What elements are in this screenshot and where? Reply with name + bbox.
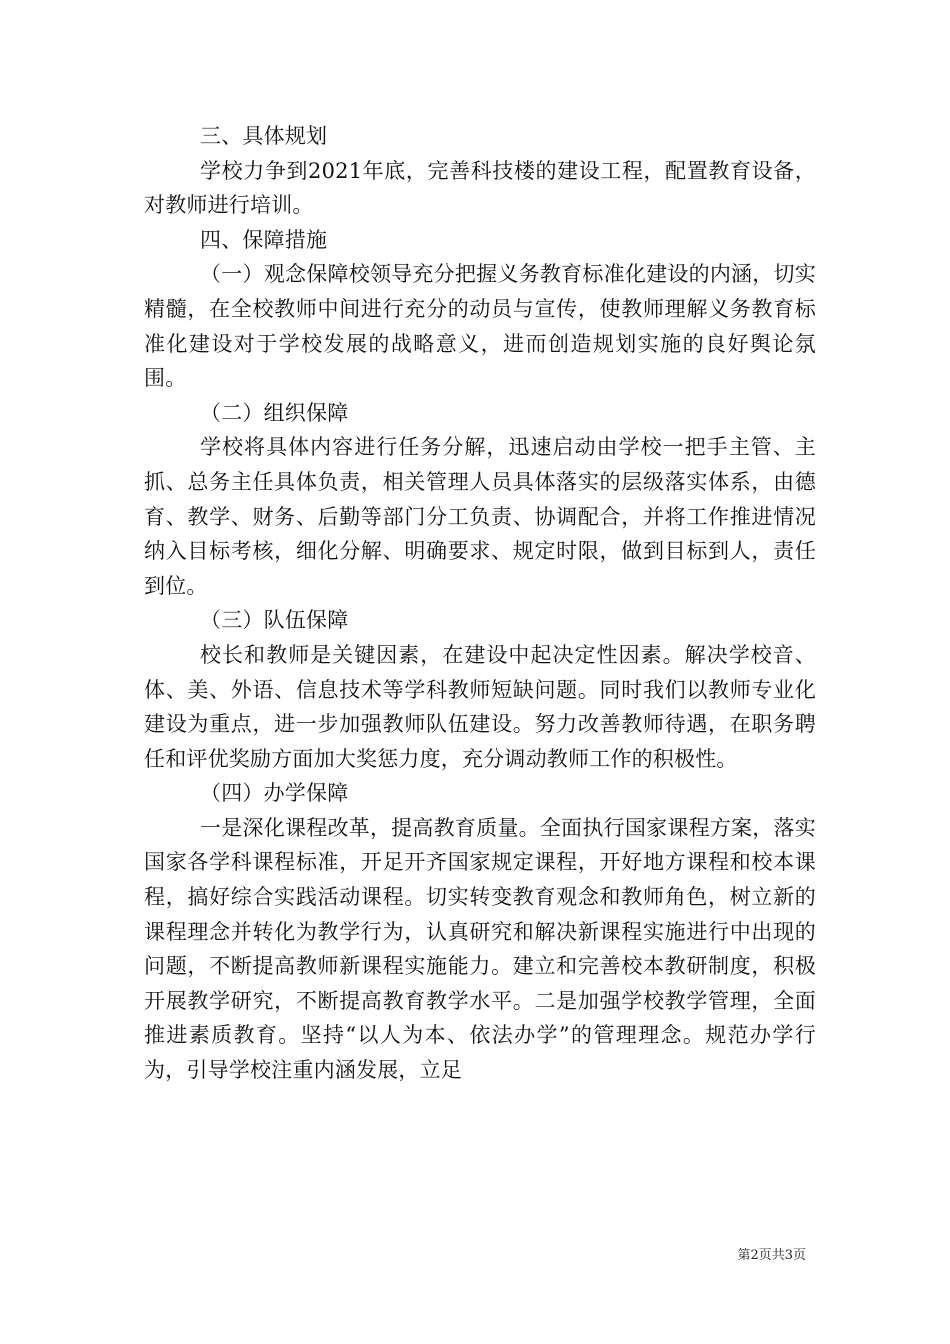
subsection-4-paragraph: 一是深化课程改革，提高教育质量。全面执行国家课程方案，落实国家各学科课程标准，开足开齐国家规定课程，开好地方课程和校本课程，搞好综合实践活动课程。切实转变教育观念和教师角色，树立新的课程理念并转化为教学行为，认真研究和解决新课程实施进行中出现的问题，不断提高教师新课程实施能力。建立和完善校本教研制度，积极开展教学研究，不断提高教育教学水平。二是加强学校教学管理，全面推进素质教育。坚持“以人为本、依法办学”的管理理念。规范办学行为，引导学校注重内涵发展，立足 — [144, 815, 816, 1083]
subsection-2-paragraph: 学校将具体内容进行任务分解，迅速启动由学校一把手主管、主抓、总务主任具体负责，相关管理人员具体落实的层级落实体系，由德育、教学、财务、后勤等部门分工负责、协调配合，并将工作推进情况纳入目标考核，细化分解、明确要求、规定时限，做到目标到人，责任到位。 — [144, 435, 816, 598]
page-number-footer: 第2页共3页 — [737, 1248, 806, 1263]
subsection-3-heading: （三）队伍保障 — [200, 608, 349, 633]
section-4-heading: 四、保障措施 — [200, 227, 328, 252]
subsection-2-heading: （二）组织保障 — [200, 400, 349, 425]
document-body — [144, 119, 816, 1088]
subsection-4-heading: （四）办学保障 — [200, 781, 349, 806]
subsection-3-paragraph: 校长和教师是关键因素，在建设中起决定性因素。解决学校音、体、美、外语、信息技术等学科教师短缺问题。同时我们以教师专业化建设为重点，进一步加强教师队伍建设。努力改善教师待遇，在职务聘任和评优奖励方面加大奖惩力度，充分调动教师工作的积极性。 — [144, 642, 816, 771]
section-3-heading: 三、具体规划 — [200, 124, 328, 148]
subsection-1-paragraph: （一）观念保障校领导充分把握义务教育标准化建设的内涵，切实精髓，在全校教师中间进行充分的动员与宣传，使教师理解义务教育标准化建设对于学校发展的战略意义，进而创造规划实施的良好舆论氛围。 — [144, 262, 816, 391]
section-3-paragraph: 学校力争到2021年底，完善科技楼的建设工程，配置教育设备，对教师进行培训。 — [144, 158, 816, 218]
